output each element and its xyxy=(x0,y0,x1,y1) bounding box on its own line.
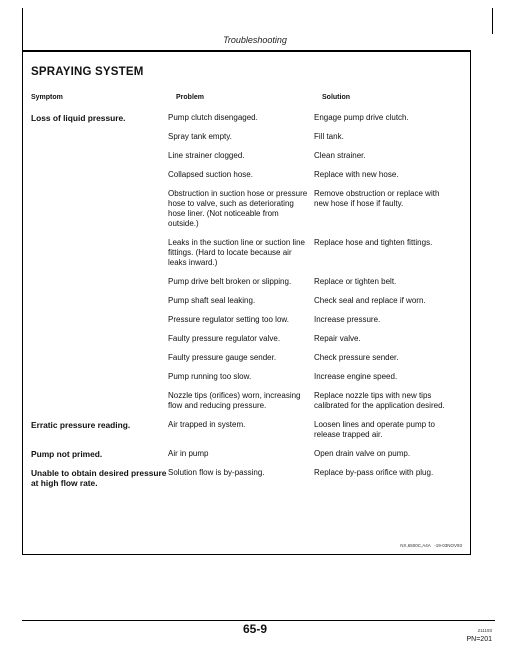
symptom-cell xyxy=(23,353,168,363)
column-header-solution: Solution xyxy=(322,94,350,101)
solution-cell: Repair valve. xyxy=(314,334,361,343)
table-row xyxy=(23,151,470,161)
symptom-cell xyxy=(23,391,168,411)
table-row xyxy=(23,315,470,325)
solution-cell: Check seal and replace if worn. xyxy=(314,296,426,305)
troubleshooting-rows xyxy=(23,113,470,497)
problem-cell: Line strainer clogged. xyxy=(168,151,245,160)
solution-cell: Increase engine speed. xyxy=(314,372,398,381)
solution-cell: Clean strainer. xyxy=(314,151,366,160)
solution-cell: Loosen lines and operate pump to release trapped air. xyxy=(314,420,435,439)
problem-cell: Spray tank empty. xyxy=(168,132,232,141)
symptom-cell xyxy=(23,170,168,180)
problem-cell: Faulty pressure regulator valve. xyxy=(168,334,281,343)
table-row xyxy=(23,449,470,459)
problem-cell: Faulty pressure gauge sender. xyxy=(168,353,277,362)
header-rule-right xyxy=(492,8,493,34)
solution-cell: Open drain valve on pump. xyxy=(314,449,411,458)
problem-cell: Pressure regulator setting too low. xyxy=(168,315,289,324)
problem-cell: Air trapped in system. xyxy=(168,420,246,429)
symptom-cell xyxy=(23,238,168,268)
date-code: 211193 xyxy=(477,628,492,633)
table-row xyxy=(23,296,470,306)
section-title: SPRAYING SYSTEM xyxy=(31,66,144,78)
problem-cell: Nozzle tips (orifices) worn, increasing flow and reducing pressure. xyxy=(168,391,301,410)
solution-cell: Increase pressure. xyxy=(314,315,381,324)
solution-cell: Fill tank. xyxy=(314,132,344,141)
solution-cell: Engage pump drive clutch. xyxy=(314,113,409,122)
table-row xyxy=(23,420,470,440)
document-code: NX,6500C,A4A -19-03NOV93 xyxy=(400,543,462,548)
symptom-cell xyxy=(23,277,168,287)
table-row xyxy=(23,372,470,382)
table-row xyxy=(23,170,470,180)
table-row xyxy=(23,334,470,344)
problem-cell: Pump running too slow. xyxy=(168,372,252,381)
symptom-cell xyxy=(23,334,168,344)
symptom-cell xyxy=(23,372,168,382)
header-title: Troubleshooting xyxy=(223,35,287,45)
problem-cell: Pump clutch disengaged. xyxy=(168,113,258,122)
footer-rule xyxy=(22,620,495,621)
page-number: 65-9 xyxy=(242,622,268,636)
solution-cell: Replace by-pass orifice with plug. xyxy=(314,468,434,477)
symptom-cell: Loss of liquid pressure. xyxy=(31,113,126,123)
table-row xyxy=(23,391,470,411)
symptom-cell: Unable to obtain desired pressure at high flow rate. xyxy=(31,468,167,488)
symptom-cell xyxy=(23,296,168,306)
table-row xyxy=(23,189,470,229)
table-row xyxy=(23,353,470,363)
problem-cell: Pump shaft seal leaking. xyxy=(168,296,256,305)
table-row xyxy=(23,468,470,488)
symptom-cell: Erratic pressure reading. xyxy=(31,420,131,430)
column-header-problem: Problem xyxy=(176,94,205,101)
solution-cell: Replace hose and tighten fittings. xyxy=(314,238,433,247)
symptom-cell xyxy=(23,315,168,325)
solution-cell: Replace with new hose. xyxy=(314,170,399,179)
problem-cell: Air in pump xyxy=(168,449,209,458)
problem-cell: Collapsed suction hose. xyxy=(168,170,253,179)
solution-cell: Check pressure sender. xyxy=(314,353,399,362)
symptom-cell xyxy=(23,151,168,161)
problem-cell: Solution flow is by-passing. xyxy=(168,468,265,477)
problem-cell: Obstruction in suction hose or pressure hose to valve, such as deteriorating hose liner. (Not noticeable from outside.) xyxy=(168,189,308,228)
column-header-symptom: Symptom xyxy=(31,94,63,101)
solution-cell: Replace nozzle tips with new tips calibrated for the application desired. xyxy=(314,391,445,410)
table-row xyxy=(23,277,470,287)
troubleshooting-table-frame xyxy=(22,50,471,555)
problem-cell: Pump drive belt broken or slipping. xyxy=(168,277,292,286)
solution-cell: Remove obstruction or replace with new hose if hose if faulty. xyxy=(314,189,440,208)
table-row xyxy=(23,113,470,123)
table-row xyxy=(23,238,470,268)
problem-cell: Leaks in the suction line or suction line fittings. (Hard to locate because air leaks inward.) xyxy=(168,238,305,267)
pn-code: PN=201 xyxy=(466,636,492,643)
symptom-cell xyxy=(23,132,168,142)
solution-cell: Replace or tighten belt. xyxy=(314,277,397,286)
table-row xyxy=(23,132,470,142)
symptom-cell: Pump not primed. xyxy=(31,449,103,459)
symptom-cell xyxy=(23,189,168,229)
